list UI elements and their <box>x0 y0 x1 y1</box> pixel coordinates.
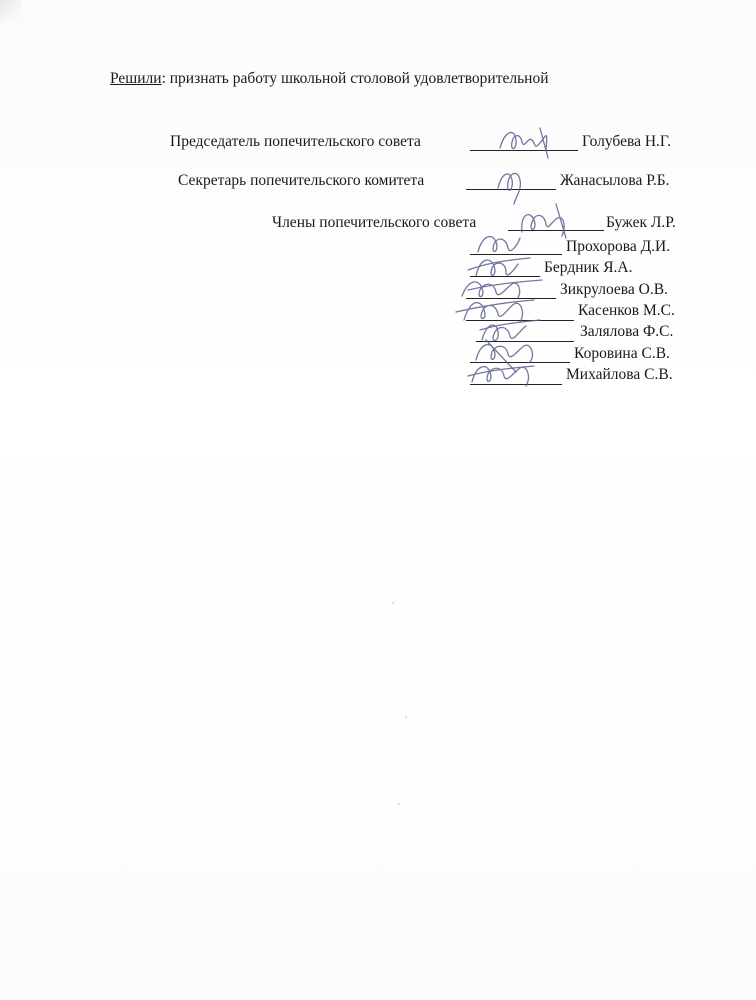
member-signature-line <box>476 341 574 342</box>
scan-speckle <box>398 803 400 805</box>
signature-mark <box>468 366 534 386</box>
signature-mark <box>456 300 534 322</box>
scan-speckle <box>405 716 407 718</box>
signature-mark <box>478 237 520 252</box>
member-signature-line <box>470 384 562 385</box>
scan-corner-shadow <box>0 0 22 22</box>
member-signature-line <box>508 230 604 231</box>
decision-text: : признать работу школьной столовой удовлетворительной <box>161 70 549 87</box>
member-name: Залялова Ф.С. <box>580 323 674 340</box>
signature-mark <box>522 204 566 238</box>
signature-mark <box>462 280 542 298</box>
secretary-name: Жанасылова Р.Б. <box>560 172 670 189</box>
member-name: Бужек Л.Р. <box>606 214 676 231</box>
member-signature-line <box>470 362 570 363</box>
secretary-signature-line <box>466 189 556 190</box>
member-name: Коровина С.В. <box>574 345 670 362</box>
chairman-name: Голубева Н.Г. <box>582 133 672 150</box>
decision-lead: Решили <box>110 70 162 87</box>
member-name: Михайлова С.В. <box>566 366 673 383</box>
signature-mark <box>500 128 548 158</box>
secretary-role: Секретарь попечительского комитета <box>178 172 425 189</box>
decision-statement <box>110 70 549 88</box>
member-name: Касенков М.С. <box>578 302 675 319</box>
member-signature-line <box>470 254 562 255</box>
signature-mark <box>476 340 532 372</box>
scan-speckle <box>392 602 394 604</box>
signature-mark <box>480 320 540 341</box>
member-name: Зикрулоева О.В. <box>560 281 668 298</box>
member-signature-line <box>466 320 574 321</box>
member-name: Бердник Я.А. <box>544 259 633 276</box>
member-signature-line <box>466 298 556 299</box>
chairman-role: Председатель попечительского совета <box>170 133 421 150</box>
signature-mark <box>468 258 530 276</box>
members-role: Члены попечительского совета <box>272 214 477 231</box>
member-name: Прохорова Д.И. <box>566 238 671 255</box>
member-signature-line <box>470 276 540 277</box>
chairman-signature-line <box>470 150 578 151</box>
